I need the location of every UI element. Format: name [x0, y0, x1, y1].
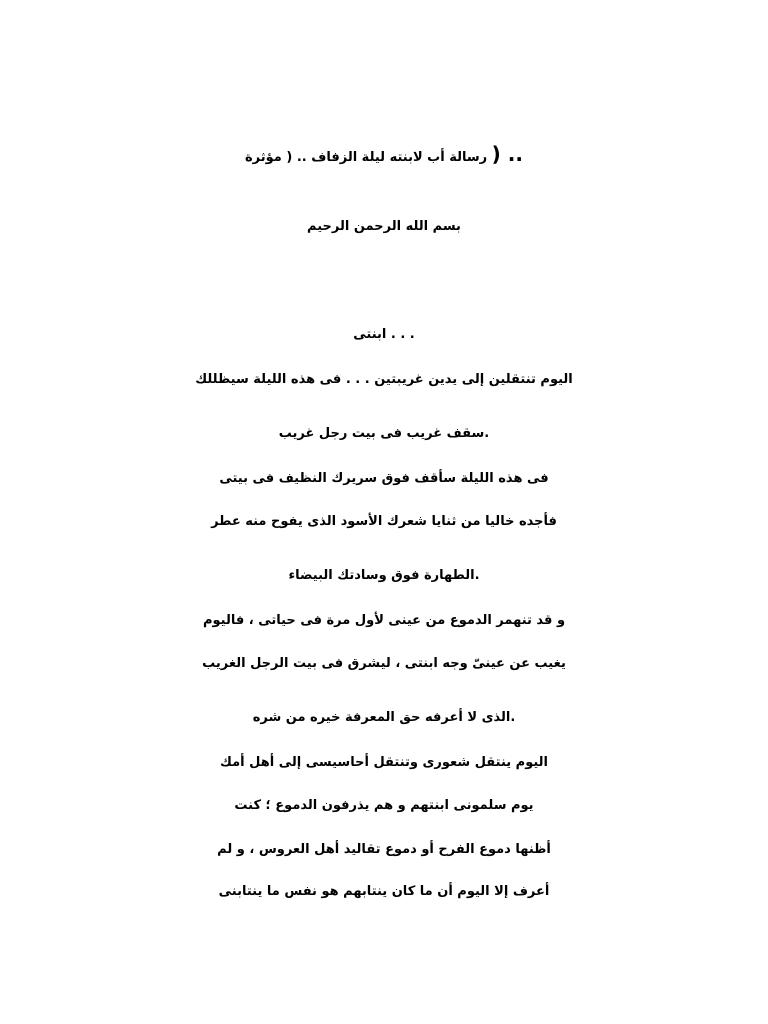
paragraph-line-2: اليوم تنتقلين إلى يدين غريبتين . . . فى هذه الليلة سيظللك: [195, 372, 573, 387]
paragraph-line-6: .الطهارة فوق وسادتك البيضاء: [288, 568, 480, 583]
document-title: [0, 144, 768, 168]
paragraph-line-11: يوم سلمونى ابنتهم و هم يذرفون الدموع ؛ كنت: [234, 798, 534, 813]
paragraph-line-7: و قد تنهمر الدموع من عينى لأول مرة فى حياتى ، فاليوم: [202, 613, 566, 628]
paragraph-line-4: فى هذه الليلة سأقف فوق سريرك النظيف فى بيتى: [219, 471, 549, 486]
title-bracket: .. (: [491, 142, 523, 166]
title-text: رسالة أب لابنته ليلة الزفاف .. ( مؤثرة: [245, 150, 488, 165]
paragraph-line-13: أعرف إلا اليوم أن ما كان ينتابهم هو نفس ما ينتابنى: [218, 884, 550, 899]
paragraph-line-8: يغيب عن عينىّ وجه ابنتى ، ليشرق فى بيت الرجل الغريب: [202, 656, 566, 671]
paragraph-line-10: اليوم ينتقل شعورى وتنتقل أحاسيسى إلى أهل أمك: [219, 755, 548, 770]
paragraph-line-12: أظنها دموع الفرح أو دموع تقاليد أهل العروس ، و لم: [217, 842, 551, 857]
paragraph-line-9: .الذى لا أعرفه حق المعرفة خيره من شره: [252, 710, 516, 725]
paragraph-line-5: فأجده خاليا من ثنايا شعرك الأسود الذى يفوح منه عطر: [211, 514, 557, 529]
paragraph-line-1: . . . ابنتى: [353, 327, 415, 342]
paragraph-line-3: .سقف غريب فى بيت رجل غريب: [278, 426, 490, 441]
basmala: بسم الله الرحمن الرحيم: [307, 219, 461, 234]
